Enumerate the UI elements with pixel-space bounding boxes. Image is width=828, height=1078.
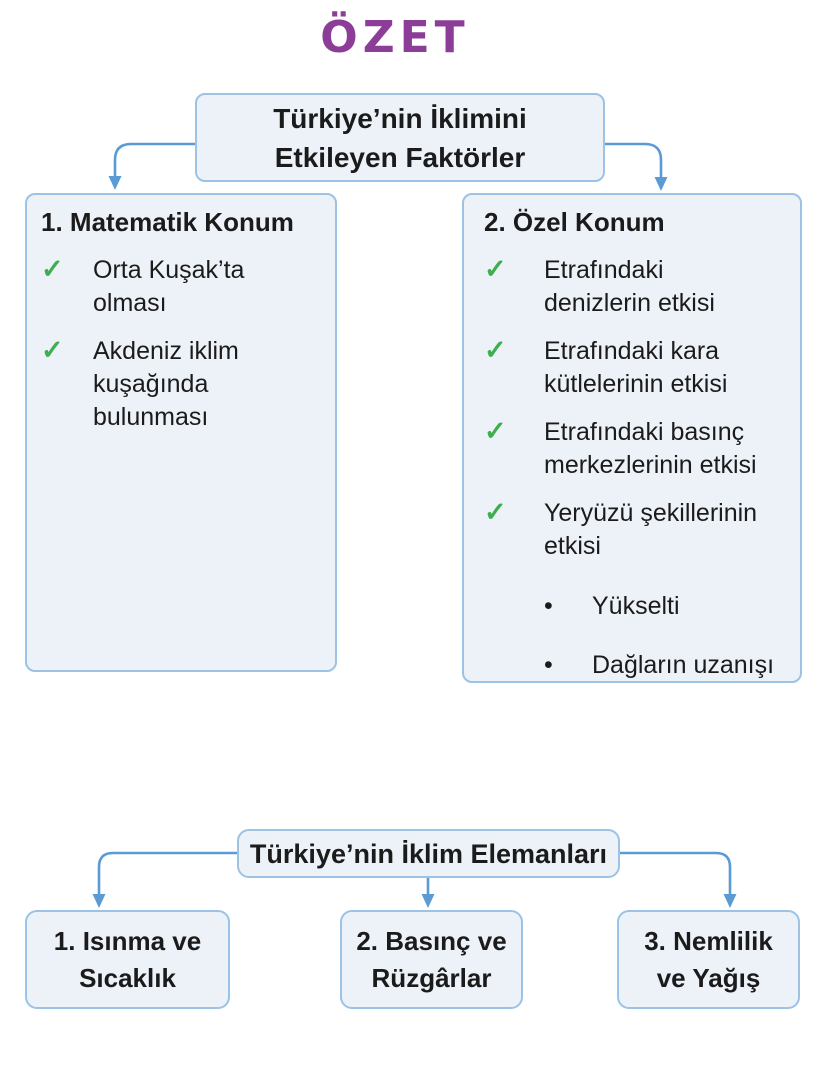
climate-factors-label: Türkiye’nin İklimini Etkileyen Faktörler bbox=[273, 102, 527, 173]
arrowhead-isinma bbox=[93, 894, 106, 908]
checklist-item bbox=[484, 497, 780, 563]
page-title: ÖZET bbox=[320, 12, 470, 63]
checklist-item bbox=[41, 254, 321, 320]
connector-elements-to-isinma bbox=[99, 853, 237, 895]
leaf-label: 2. Basınç ve Rüzgârlar bbox=[356, 925, 507, 993]
bullet-icon: • bbox=[544, 592, 553, 620]
check-icon: ✓ bbox=[484, 254, 507, 284]
box-isinma-ve-sicaklik bbox=[25, 910, 230, 1009]
checklist-item-label: Etrafındaki kara kütlelerinin etkisi bbox=[544, 337, 728, 398]
arrowhead-matematik bbox=[109, 176, 122, 190]
ozel-konum-list bbox=[484, 254, 780, 681]
ozel-konum-heading: 2. Özel Konum bbox=[484, 207, 665, 237]
checklist-item bbox=[484, 254, 780, 320]
box-nemlilik-ve-yagis bbox=[617, 910, 800, 1009]
checklist-item-label: Etrafındaki basınç merkezlerinin etkisi bbox=[544, 418, 757, 479]
box-matematik-konum bbox=[25, 193, 337, 672]
climate-elements-label: Türkiye’nin İklim Elemanları bbox=[249, 838, 608, 869]
checklist-item bbox=[484, 416, 780, 482]
box-climate-factors-root bbox=[195, 93, 605, 182]
box-basinc-ve-ruzgarlar bbox=[340, 910, 523, 1009]
check-icon: ✓ bbox=[484, 335, 507, 365]
bullet-icon: • bbox=[544, 651, 553, 679]
sub-bullet-label: Dağların uzanışı bbox=[592, 651, 775, 679]
arrowhead-nemlilik bbox=[724, 894, 737, 908]
arrowhead-basinc bbox=[422, 894, 435, 908]
checklist-item bbox=[41, 335, 321, 434]
checklist-item-label: Yeryüzü şekillerinin etkisi bbox=[544, 499, 758, 560]
check-icon: ✓ bbox=[484, 497, 507, 527]
box-climate-elements-root bbox=[237, 829, 620, 878]
connector-factors-to-matematik bbox=[115, 144, 195, 177]
leaf-label: 1. Isınma ve Sıcaklık bbox=[53, 925, 202, 993]
sub-bullet-item bbox=[544, 590, 780, 622]
check-icon: ✓ bbox=[484, 416, 507, 446]
arrowhead-ozel bbox=[655, 177, 668, 191]
connector-factors-to-ozel bbox=[605, 144, 661, 178]
matematik-konum-heading: 1. Matematik Konum bbox=[41, 207, 294, 237]
checklist-item bbox=[484, 335, 780, 401]
check-icon: ✓ bbox=[41, 335, 64, 365]
sub-bullet-label: Yükselti bbox=[592, 592, 680, 620]
box-ozel-konum bbox=[462, 193, 802, 683]
sub-bullet-item bbox=[544, 649, 780, 681]
checklist-item-label: Orta Kuşak’ta olması bbox=[93, 256, 245, 317]
leaf-label: 3. Nemlilik ve Yağış bbox=[644, 925, 773, 993]
connector-elements-to-nemlilik bbox=[620, 853, 730, 895]
matematik-konum-list bbox=[41, 254, 321, 434]
check-icon: ✓ bbox=[41, 254, 64, 284]
checklist-item-label: Akdeniz iklim kuşağında bulunması bbox=[93, 337, 239, 431]
checklist-item-label: Etrafındaki denizlerin etkisi bbox=[544, 256, 715, 317]
